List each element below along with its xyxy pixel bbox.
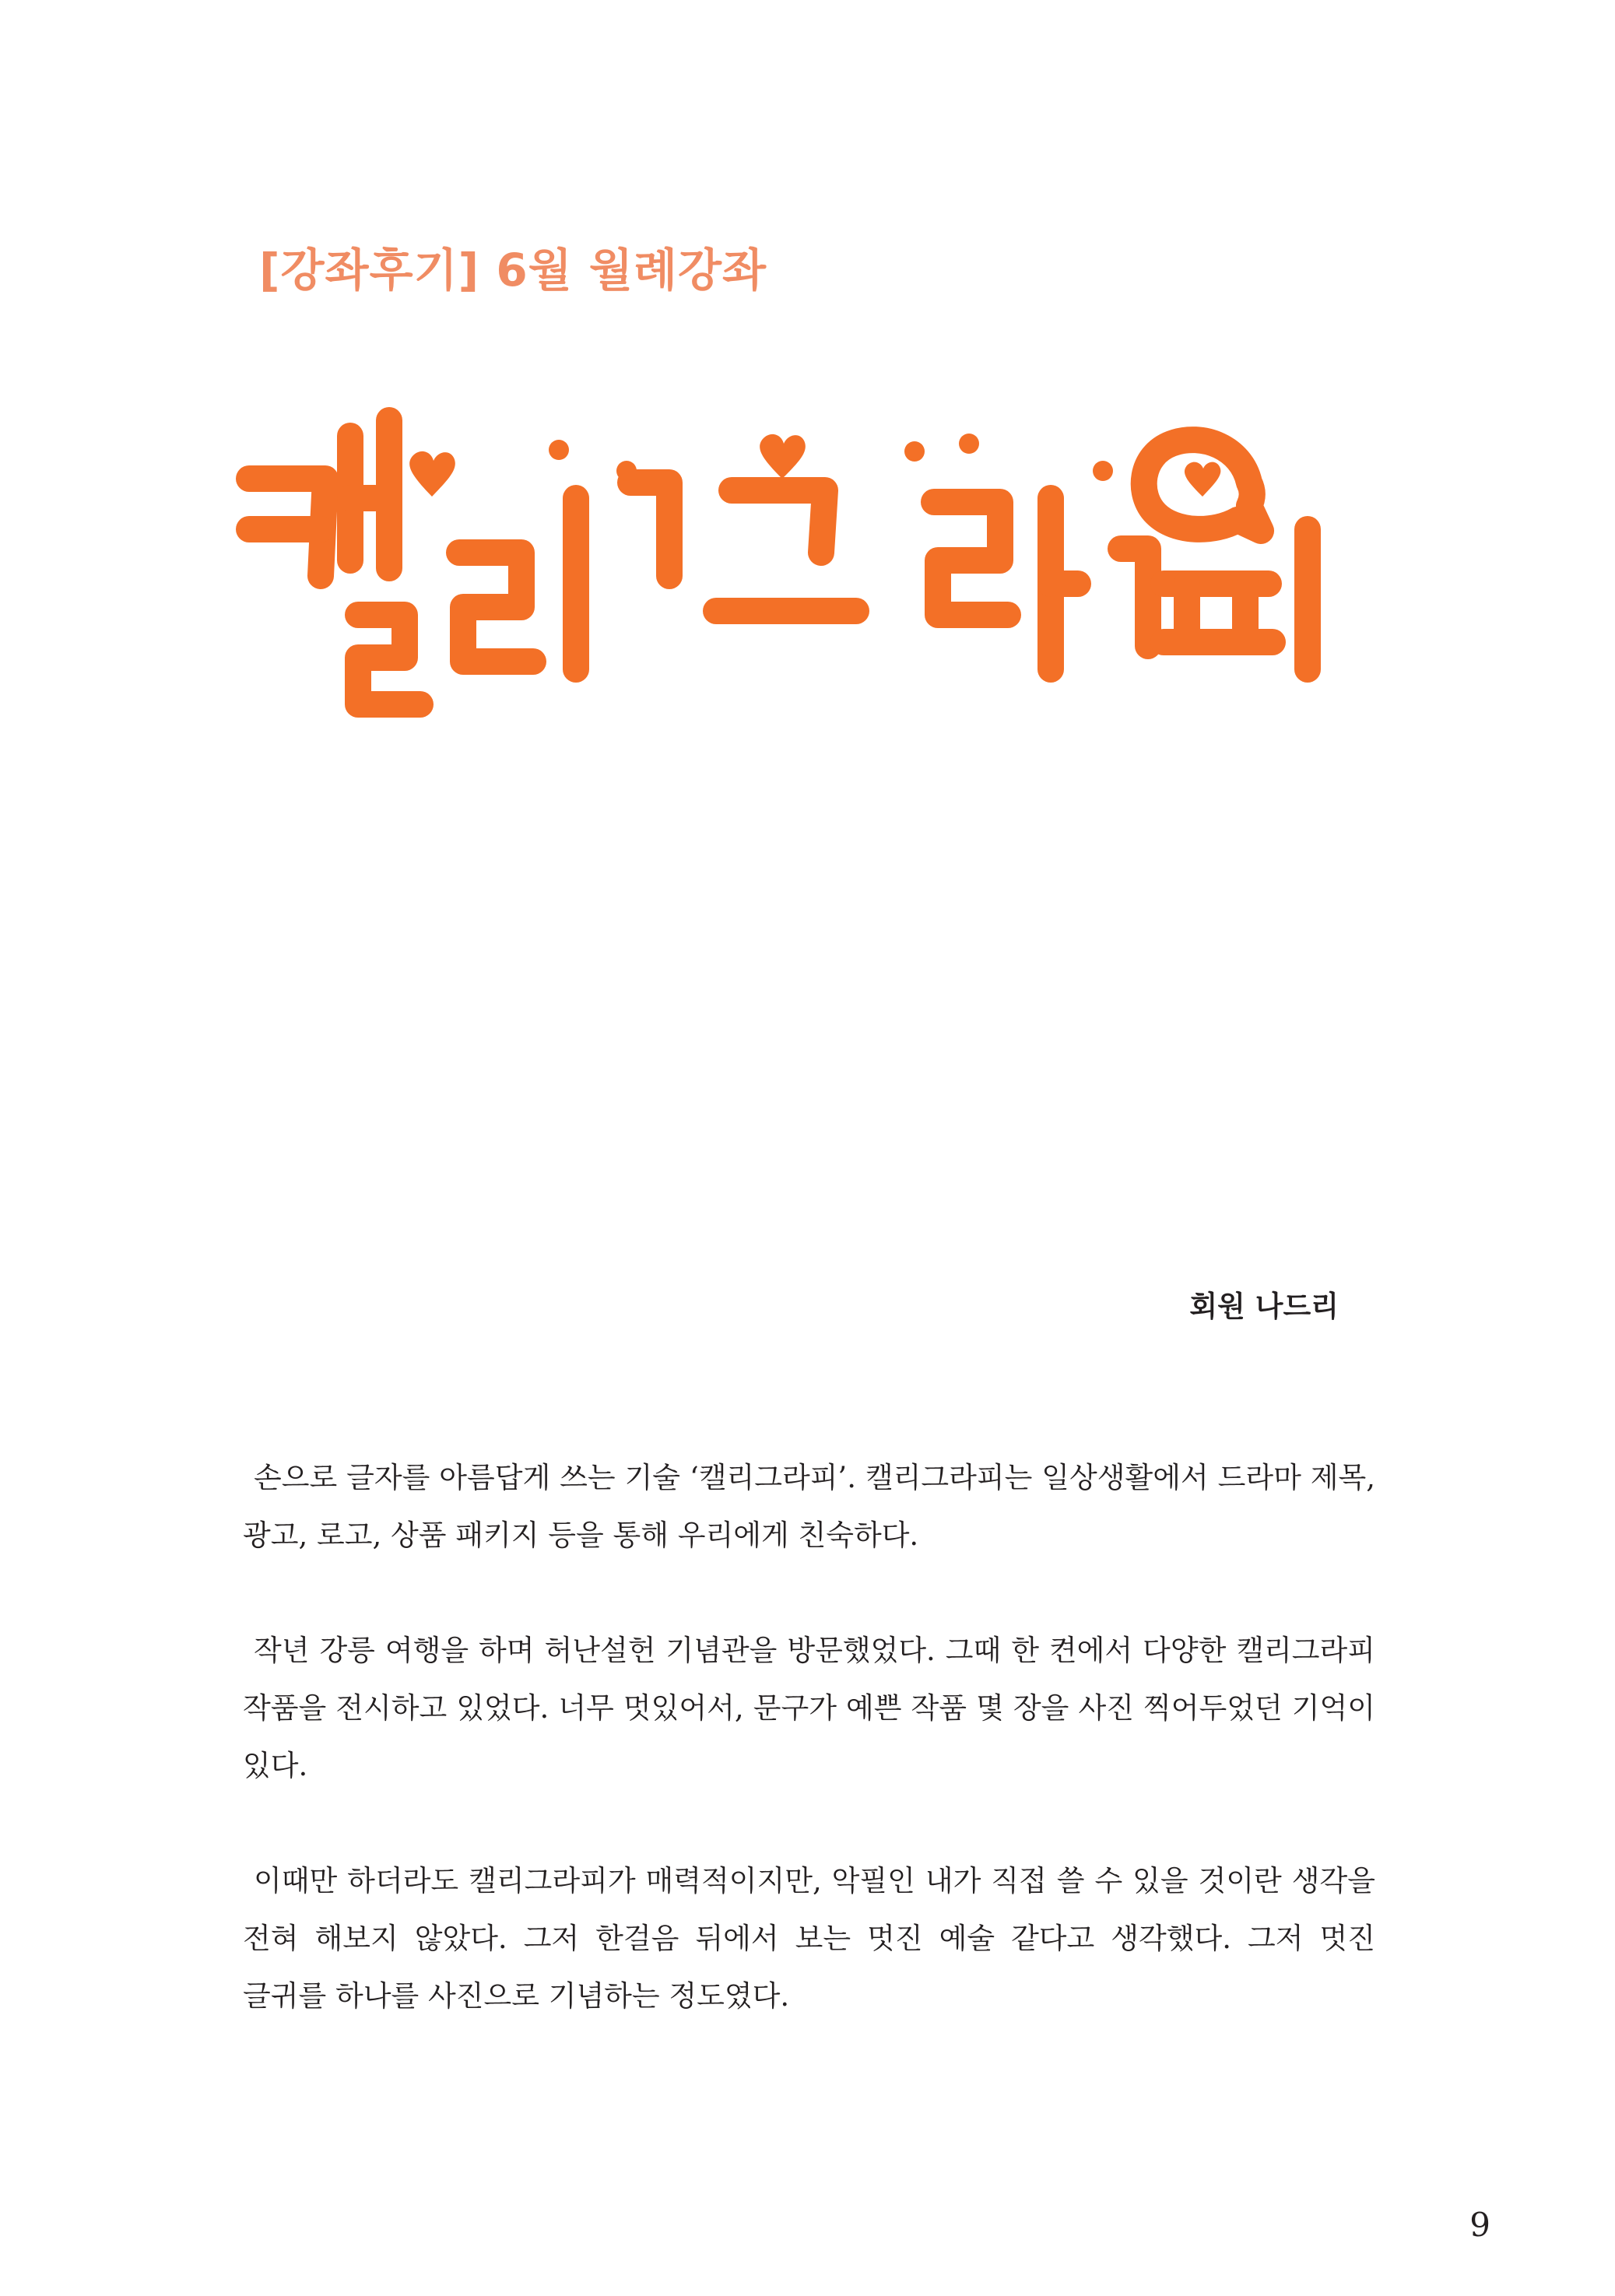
body-paragraph-3: 이때만 하더라도 캘리그라피가 매력적이지만, 악필인 내가 직접 쓸 수 있을 것이란 생각을 전혀 해보지 않았다. 그저 한걸음 뒤에서 보는 멋진 예술 같다고 생각했다. 그저 멋진 글귀를 하나를 사진으로 기념하는 정도였다. xyxy=(243,1864,1375,2013)
section-kicker: [강좌후기] 6월 월례강좌 xyxy=(259,244,767,297)
page-number: 9 xyxy=(1469,2206,1490,2244)
calligraphy-title-logo xyxy=(233,405,1401,747)
calligraphy-title-art xyxy=(233,405,1401,747)
body-paragraph-2: 작년 강릉 여행을 하며 허난설헌 기념관을 방문했었다. 그때 한 켠에서 다양한 캘리그라피 작품을 전시하고 있었다. 너무 멋있어서, 문구가 예쁜 작품 몇 장을 사진 찍어두었던 기억이 있다. xyxy=(243,1634,1375,1782)
article-body xyxy=(243,1449,1375,2083)
author-byline: 회원 나드리 xyxy=(1189,1290,1339,1323)
body-paragraph-1: 손으로 글자를 아름답게 쓰는 기술 ‘캘리그라피’. 캘리그라피는 일상생활에서 드라마 제목, 광고, 로고, 상품 패키지 등을 통해 우리에게 친숙하다. xyxy=(243,1461,1375,1552)
